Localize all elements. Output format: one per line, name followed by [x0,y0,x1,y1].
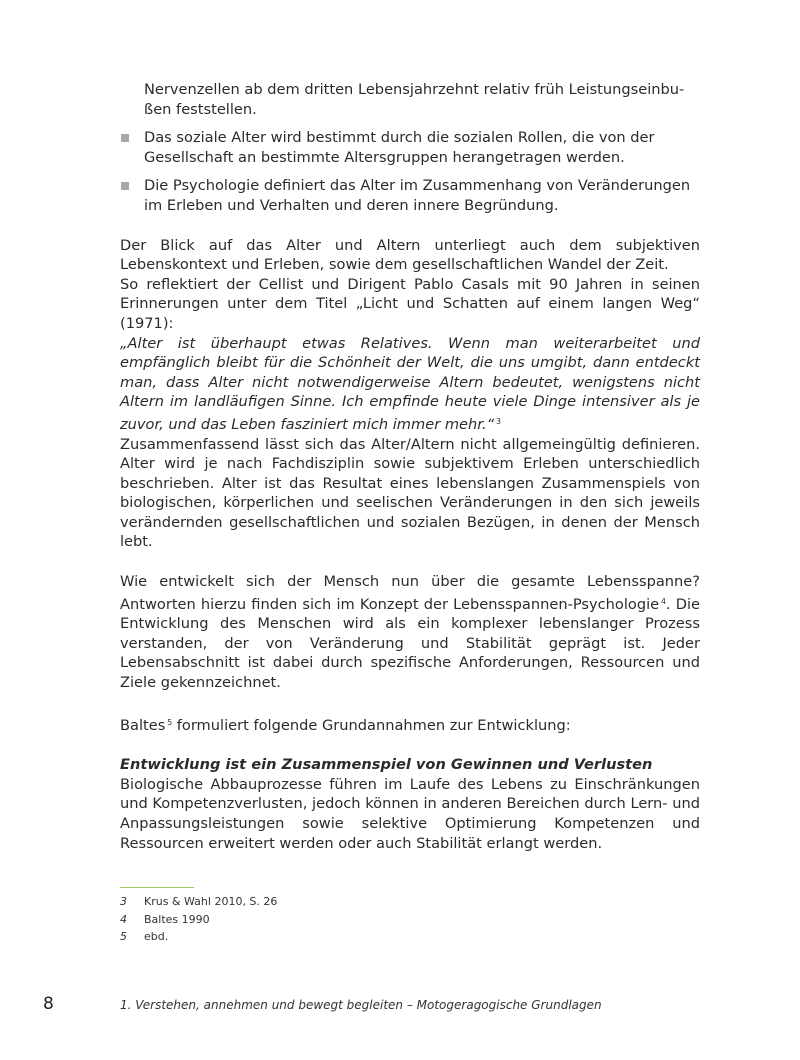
paragraph-text: Wie entwickelt sich der Mensch nun über die gesamte Lebensspanne? Antworten hierzu finden sich im Konzept der Lebensspannen-Psychologie [120,573,700,613]
running-footer: 1. Verstehen, annehmen und bewegt begleiten – Motogeragogische Grundlagen [120,998,602,1012]
paragraph-text: Zusammenfassend lässt sich das Alter/Altern nicht allgemeingültig definieren. Alter wird je nach Fachdisziplin sowie subjektivem Erleben unterschiedlich beschrieben. Alter ist das Resultat eines lebenslangen Zusammenspiels von biologischen, körperlichen und seelischen Veränderungen in den sich jeweils verändernden gesellschaftlichen und sozialen Bezügen, in denen der Mensch lebt. [120,435,700,551]
casals-quote [120,334,700,435]
paragraph-text: Biologische Abbauprozesse führen im Laufe des Lebens zu Einschränkungen und Kompetenzverlusten, jedoch können in anderen Bereichen durch Lern- und Anpassungsleistungen sowie selektive Optimierung Kompetenzen und Ressourcen erweitert werden oder auch Stabilität erlangt werden. [120,775,700,852]
footnote-text: ebd. [144,930,169,943]
footnote-ref[interactable]: 3 [496,416,501,426]
footnote-item [120,928,520,946]
paragraph-text: formuliert folgende Grundannahmen zur Entwicklung: [172,716,571,734]
quote-text: „Alter ist überhaupt etwas Relatives. Wenn man weiterarbeitet und empfänglich bleibt für die Schönheit der Welt, die uns umgibt, dann entdeckt man, dass Alter nicht notwendigerweise Altern bedeutet, wenigstens nicht Altern im landläufigen Sinne. Ich empfinde heute viele Dinge intensiver als je zuvor, und das Leben fasziniert mich immer mehr.“ [120,334,700,433]
bullet-list [120,128,700,215]
list-item [120,128,700,167]
footnote-item [120,893,520,911]
footnote-ref[interactable]: 5 [167,717,173,727]
paragraph-text: . Die Entwicklung des Menschen wird als ein komplexer lebenslanger Prozess verstanden, der von Veränderung und Stabilität geprägt ist. Jeder Lebensabschnitt ist dabei durch spezifische Anforderungen, Ressourcen und Ziele gekennzeichnet. [120,595,700,692]
footnotes [120,893,520,946]
paragraph-baltes [120,713,700,736]
main-text [120,80,700,853]
page-number: 8 [43,994,54,1014]
paragraph-text: Baltes [120,716,166,734]
bullet-text: Die Psychologie definiert das Alter im Zusammenhang von Veränderungen im Erleben und Verhalten und deren innere Begründung. [144,177,691,214]
footnote-divider [120,887,194,888]
footnote-ref[interactable]: 4 [661,596,666,606]
square-bullet-icon [121,134,129,142]
footnote-item [120,911,520,929]
footnote-number: 3 [120,895,127,908]
paragraph-text: Der Blick auf das Alter und Altern unterliegt auch dem subjektiven Lebenskontext und Erleben, sowie dem gesellschaftlichen Wandel der Zeit. [120,236,700,274]
paragraph-subjective-age [120,236,700,553]
paragraph-lifespan [120,572,700,693]
section-subheading: Entwicklung ist ein Zusammenspiel von Gewinnen und Verlusten [120,756,653,774]
bullet-text: Das soziale Alter wird bestimmt durch die sozialen Rollen, die von der Gesellschaft an bestimmte Altersgruppen herangetragen werden. [144,129,655,166]
footnote-number: 4 [120,912,127,926]
list-item [120,176,700,215]
footnote-text: Baltes 1990 [144,912,210,926]
footnote-text: Krus & Wahl 2010, S. 26 [144,895,278,908]
paragraph-text: So reflektiert der Cellist und Dirigent Pablo Casals mit 90 Jahren in seinen Erinnerungen unter dem Titel „Licht und Schatten auf einem langen Weg“ (1971): [120,275,700,332]
footnote-number: 5 [120,930,127,943]
continued-bullet-text: Nervenzellen ab dem dritten Lebensjahrzehnt relativ früh Leistungseinbu-ßen feststellen. [144,81,685,118]
square-bullet-icon [121,182,129,190]
